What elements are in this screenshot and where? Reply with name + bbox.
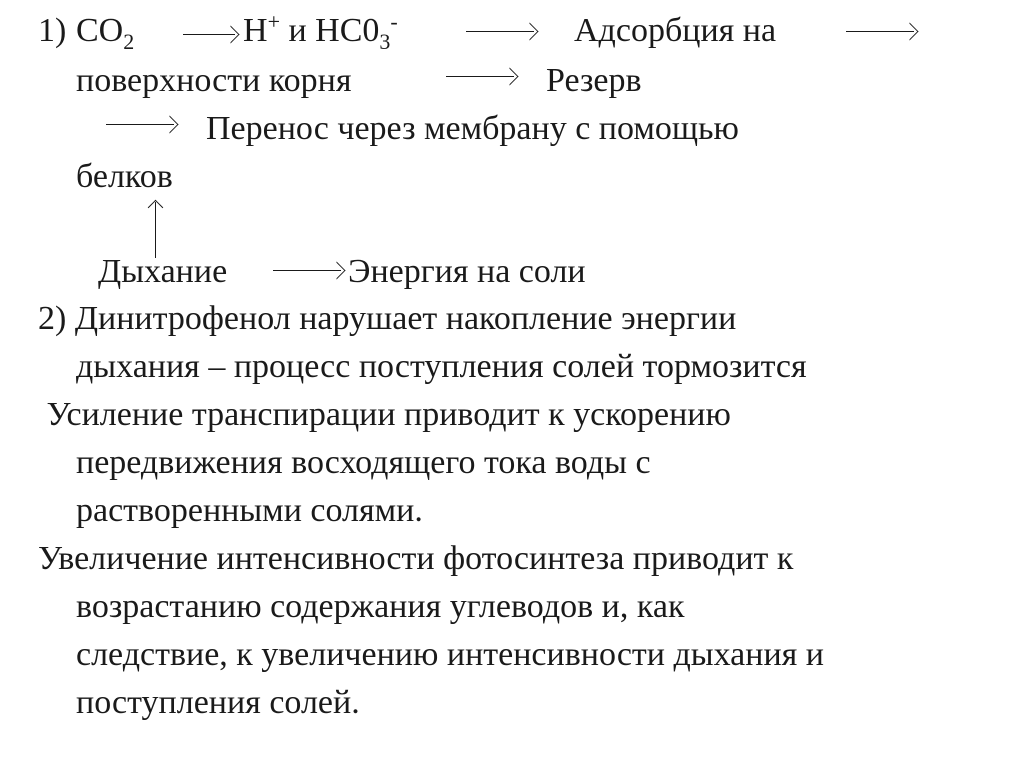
ion-hco3: и HC0	[279, 12, 380, 49]
ion-hco3-charge: -	[390, 9, 398, 34]
ion-h: H	[243, 12, 268, 49]
paragraph-3-line-2: передвижения восходящего тока воды с	[76, 444, 651, 481]
reserve-label: Резерв	[546, 62, 642, 99]
arrow-right-icon	[446, 76, 514, 77]
paragraph-4-line-4: поступления солей.	[76, 684, 360, 721]
root-surface-label: поверхности корня	[76, 62, 352, 99]
energy-label: Энергия на соли	[348, 253, 586, 290]
ion-h-charge: +	[267, 9, 280, 34]
paragraph-2-line-1: 2) Динитрофенол нарушает накопление энергии	[38, 300, 737, 337]
ion-hco3-subscript: 3	[379, 29, 391, 54]
arrow-right-icon	[106, 124, 174, 125]
arrow-right-icon	[466, 31, 534, 32]
co2-base: CO	[76, 12, 124, 49]
paragraph-2-line-2: дыхания – процесс поступления солей тормозится	[76, 348, 807, 385]
arrow-right-icon	[183, 34, 235, 35]
proteins-label: белков	[76, 158, 173, 195]
ions-formula	[243, 9, 398, 54]
paragraph-4-line-3: следствие, к увеличению интенсивности дыхания и	[76, 636, 824, 673]
paragraph-3-line-1: Усиление транспирации приводит к ускорению	[38, 396, 731, 433]
arrow-right-icon	[273, 270, 341, 271]
arrow-up-icon	[155, 202, 156, 258]
paragraph-4-line-1: Увеличение интенсивности фотосинтеза приводит к	[38, 540, 794, 577]
co2-subscript: 2	[123, 29, 135, 54]
paragraph-3-line-3: растворенными солями.	[76, 492, 423, 529]
respiration-label: Дыхание	[98, 253, 228, 290]
co2-formula	[76, 12, 135, 54]
arrow-right-icon	[846, 31, 914, 32]
paragraph-4-line-2: возрастанию содержания углеводов и, как	[76, 588, 685, 625]
membrane-transfer-label: Перенос через мембрану с помощью	[206, 110, 739, 147]
item-number-1: 1)	[38, 12, 67, 49]
adsorption-label: Адсорбция на	[574, 12, 777, 49]
